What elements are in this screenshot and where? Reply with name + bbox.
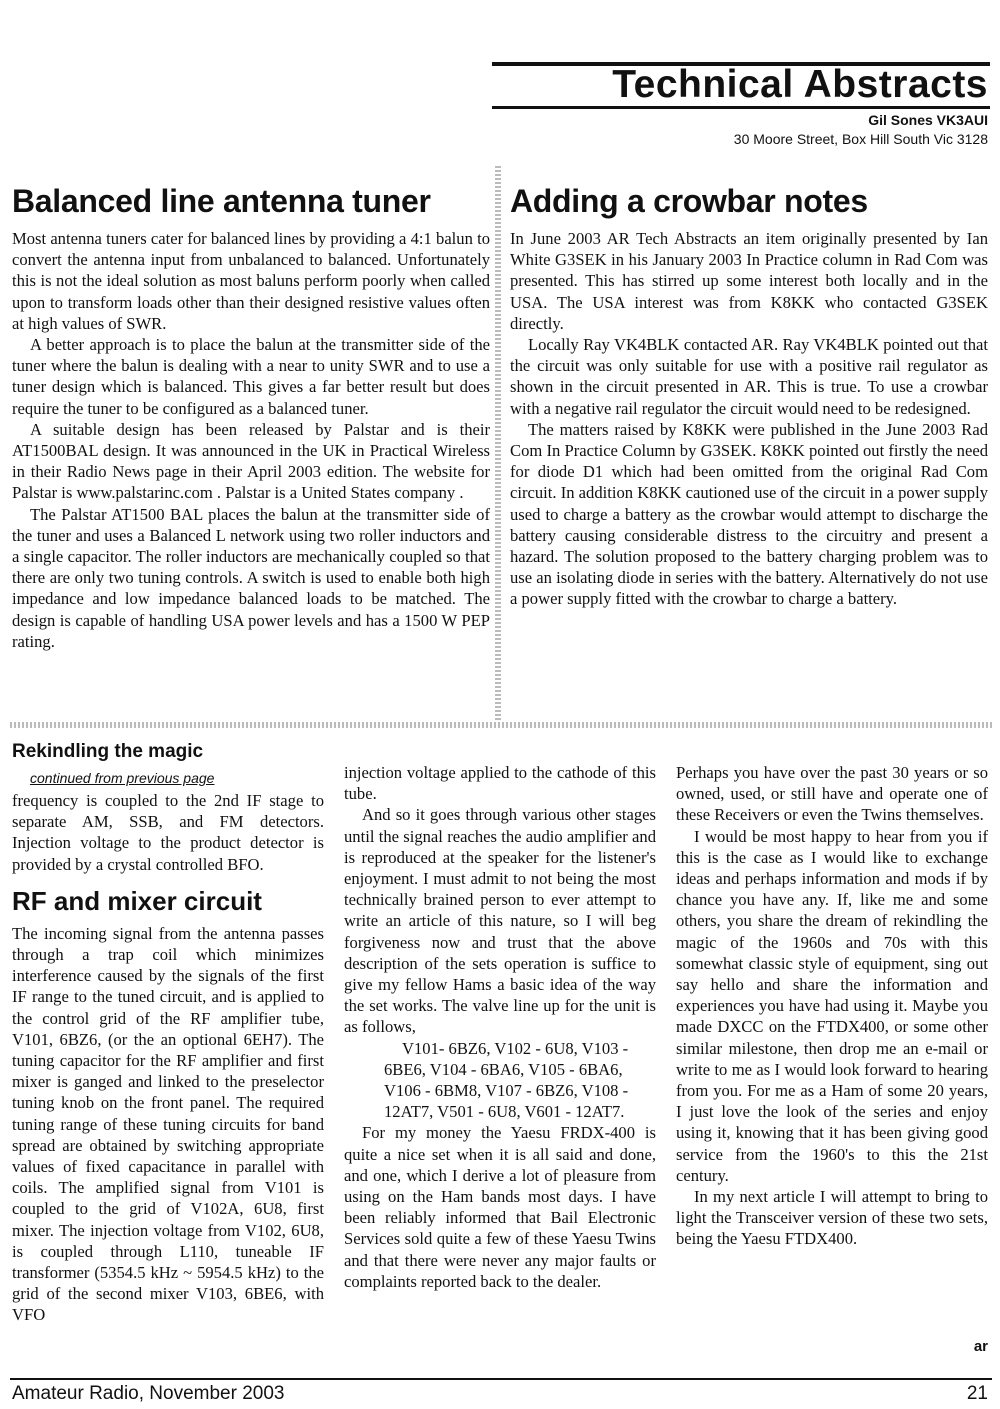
publication-name: Amateur Radio, November 2003: [12, 1383, 285, 1404]
subheading: RF and mixer circuit: [12, 885, 262, 916]
article-paragraph: The incoming signal from the antenna passes through a trap coil which minimizes interference caused by the signals of the first IF range to the tuned circuit, and is applied to the control grid of the RF amplifier tube, V101, 6BZ6, (or the an optional 6EH7). The tuning capacitor for the RF amplifier and first mixer is ganged and linked to the preselector tuning knob on the front panel. The required tuning range of these tuning circuits for band spread are obtained by switching appropriate values of fixed capacitance in parallel with coils. The amplified signal from V101 is coupled to the grid of V102A, 6U8, first mixer. The injection voltage from V102, 6U8, is coupled through L110, tuneable IF transformer (5354.5 kHz ~ 5954.5 kHz) to the grid of the second mixer V103, 6BE6, with VFO: [12, 923, 324, 1325]
article-paragraph: The matters raised by K8KK were published in the June 2003 Rad Com In Practice Column by G3SEK. K8KK pointed out firstly the need for diode D1 which had been omitted from the original Rad Com circuit. In addition K8KK cautioned use of the circuit in a power supply used to charge a battery as the crowbar would attempt to discharge the battery causing considerable distress to the circuitry and present a hazard. The solution proposed to the battery charging problem was to use an isolating diode in series with the battery. Alternatively do not use a power supply fitted with the crowbar to charge a battery.: [510, 419, 988, 609]
rf-mixer-body: [12, 923, 324, 1326]
article-paragraph: A suitable design has been released by Palstar and is their AT1500BAL design. It was announced in the UK in Practical Wireless in their Radio News page in their April 2003 edition. The website for Palstar is www.palstarinc.com . Palstar is a United States company .: [12, 419, 490, 503]
section-divider: [10, 722, 992, 728]
article-paragraph: And so it goes through various other stages until the signal reaches the audio amplifier and is reproduced at the speaker for the listener's enjoyment. I must admit to not being the most technically brained person to ever attempt to write an article of this nature, so I will beg forgiveness now and trust that the above description of the sets operation is suffice to give my fellow Hams a basic idea of the way the set works. The valve line up for the unit is as follows,: [344, 805, 656, 1037]
footer-rule: [10, 1378, 992, 1380]
article-rekindling-col3: [676, 762, 988, 1250]
section-title: Technical Abstracts: [612, 63, 988, 106]
article-paragraph: In June 2003 AR Tech Abstracts an item originally presented by Ian White G3SEK in his January 2003 In Practice column in Rad Com was presented. This has stirred up some interest both locally and in the USA. The USA interest was from K8KK who contacted G3SEK directly.: [510, 229, 988, 333]
article-paragraph: In my next article I will attempt to bring to light the Transceiver version of these two sets, being the Yaesu FTDX400.: [676, 1187, 988, 1249]
article-paragraph: Perhaps you have over the past 30 years or so owned, used, or still have and operate one of these Receivers or even the Twins themselves.: [676, 763, 988, 825]
article-body: [12, 228, 490, 652]
article-paragraph: Most antenna tuners cater for balanced lines by providing a 4:1 balun to convert the antenna input from unbalanced to balanced. Unfortunately this is not the ideal solution as most baluns perform poorly when called upon to transform loads other than their designed resistive values often at high values of SWR.: [12, 229, 490, 333]
article-rekindling-col1: [12, 740, 324, 1326]
article-paragraph: I would be most happy to hear from you if this is the case as I would like to exchange ideas and perhaps information and mods if by chance you have any. If, like me and some others, you share the dream of rekindling the magic of the 1960s and 70s with this somewhat classic style of equipment, sing out say hello and share the information and experiences you have had using it. Maybe you made DXCC on the FTDX400, or some other similar milestone, then drop me an e-mail or write to me as I would look forward to hearing from you. For me as a Ham of some 20 years, I just love the look of the series and enjoy using it, knowing that it has been giving good service from the 1960's to this the 21st century.: [676, 826, 988, 1185]
article-rekindling-col2: [344, 762, 656, 1292]
article-title: Rekindling the magic: [12, 741, 204, 762]
article-paragraph: The Palstar AT1500 BAL places the balun at the transmitter side of the tuner and uses a Balanced L network using two roller inductors and a single capacitor. The roller inductors are mechanically coupled so that there are only two tuning controls. A switch is used to enable both high impedance and low impedance balanced loads to be matched. The design is capable of handling USA power levels and has a 1500 W PEP rating.: [12, 504, 490, 651]
end-mark: ar: [973, 1338, 988, 1355]
article-title: Adding a crowbar notes: [510, 183, 868, 219]
article-paragraph: A better approach is to place the balun at the transmitter side of the tuner where the balun is dealing with a near to unity SWR and to use a tuner design which is balanced. This gives a far better result but does require the tuner to be configured as a balanced tuner.: [12, 335, 490, 418]
article-paragraph: Locally Ray VK4BLK contacted AR. Ray VK4BLK pointed out that the circuit was only suitable for use with a positive rail regulator as shown in the circuit presented in AR. This is true. To use a crowbar with a negative rail regulator the circuit would need to be redesigned.: [510, 335, 988, 418]
valve-lineup: V101- 6BZ6, V102 - 6U8, V103 - 6BE6, V104 - 6BA6, V105 - 6BA6, V106 - 6BM8, V107 - 6BZ6, V108 - 12AT7, V501 - 6U8, V601 - 12AT7.: [384, 1038, 629, 1122]
article-body: [510, 228, 988, 610]
column-divider: [495, 164, 501, 720]
author-address: 30 Moore Street, Box Hill South Vic 3128: [733, 131, 988, 147]
article-paragraph: injection voltage applied to the cathode of this tube.: [344, 763, 656, 804]
article-crowbar-notes: [510, 182, 988, 610]
intro-paragraph: [12, 790, 324, 875]
article-paragraph: frequency is coupled to the 2nd IF stage to separate AM, SSB, and FM detectors. Injection voltage to the product detector is provided by a crystal controlled BFO.: [12, 791, 324, 874]
article-title: Balanced line antenna tuner: [12, 183, 431, 219]
author-name: Gil Sones VK3AUI: [868, 112, 988, 128]
page-number: 21: [966, 1383, 988, 1404]
header-bottom-rule: [492, 106, 990, 109]
continued-note: continued from previous page: [30, 770, 215, 786]
article-balanced-line-tuner: [12, 182, 490, 652]
article-paragraph: For my money the Yaesu FRDX-400 is quite a nice set when it is all said and done, and one, which I derive a lot of pleasure from using on the Ham bands most days. I have been reliably informed that Bail Electronic Services sold quite a few of these Yaesu Twins and that there were never any major faults or complaints reported back to the dealer.: [344, 1123, 656, 1291]
